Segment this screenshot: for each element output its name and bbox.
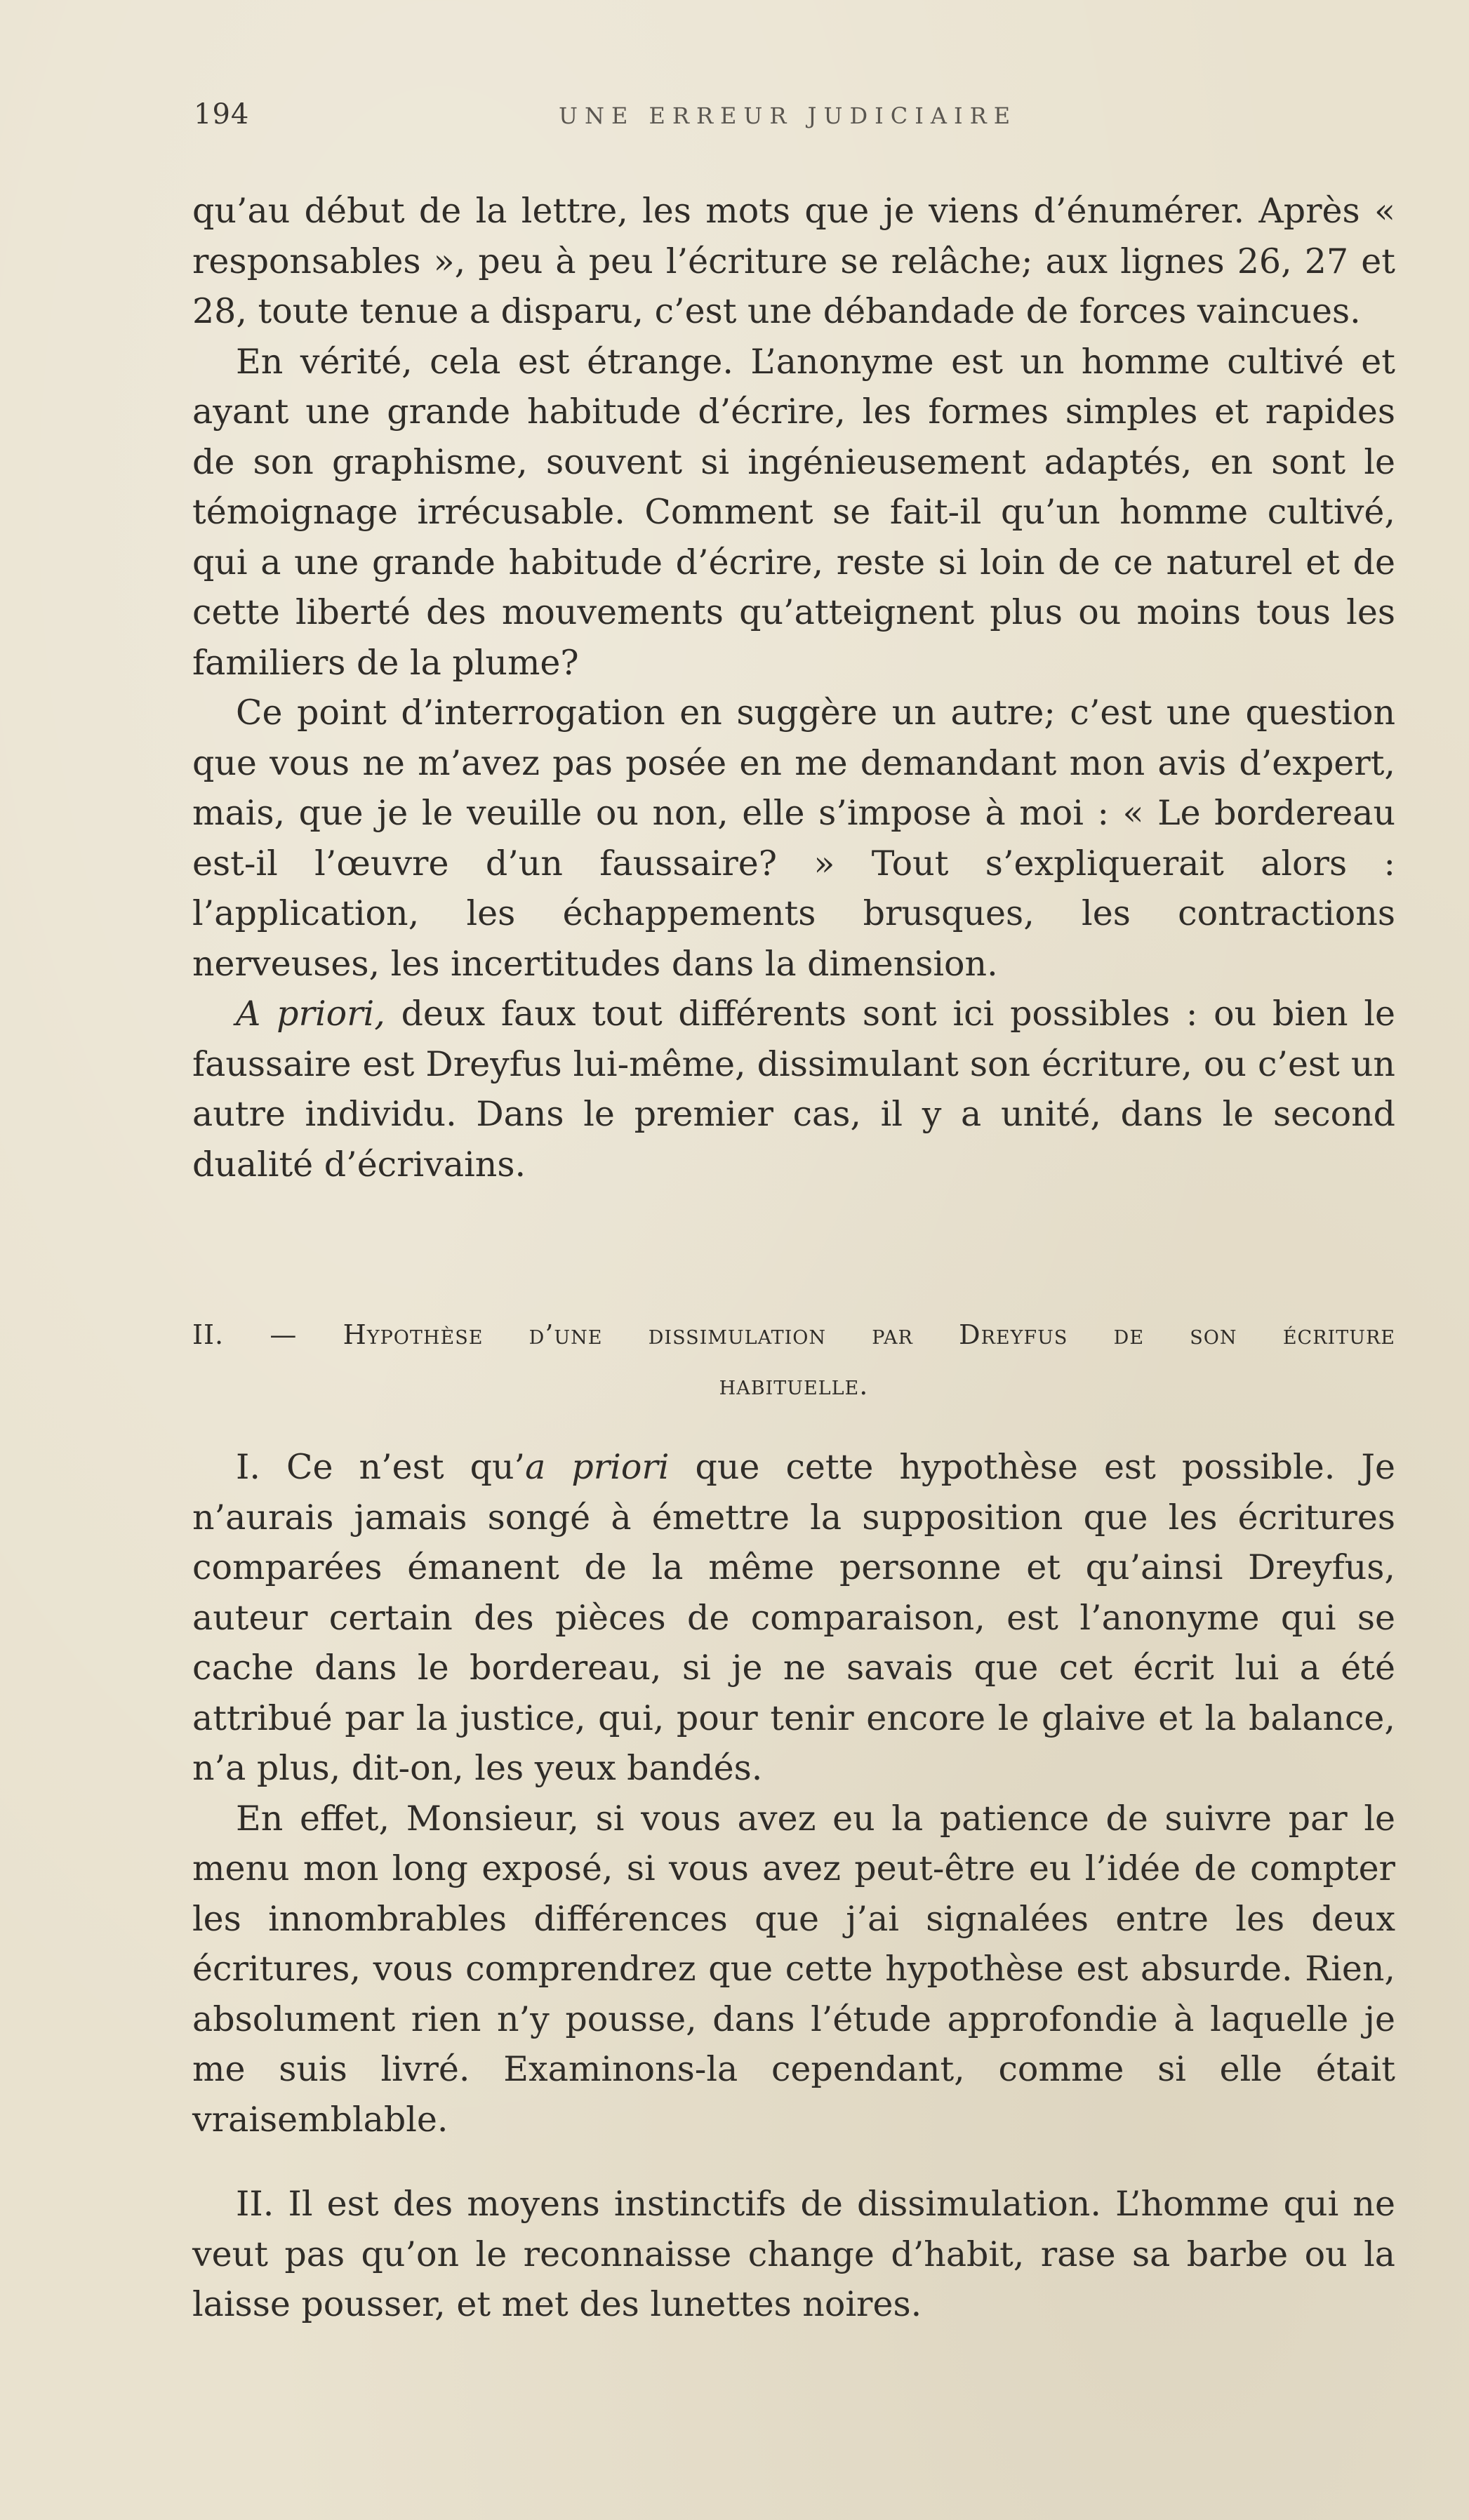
section-heading-line1 [192,1312,1395,1357]
paragraph: qu’au début de la lettre, les mots que je viens d’énumérer. Après « responsables », peu à peu l’écriture se relâche; aux lignes 26, 27 et 28, toute tenue a disparu, c’est une débandade de forces vaincues. [192,191,1395,331]
running-head [194,98,1395,140]
body-text-part2 [192,1442,1395,2145]
paragraph [192,1442,1395,1794]
section-heading [192,1312,1395,1408]
paragraph: II. Il est des moyens instinctifs de dissimulation. L’homme qui ne veut pas qu’on le reconnaisse change d’habit, rase sa barbe ou la laisse pousser, et met des lunettes noires. [192,2184,1395,2324]
paragraph: Ce point d’interrogation en suggère un autre; c’est une question que vous ne m’avez pas posée en me demandant mon avis d’expert, mais, que je le veuille ou non, elle s’impose à moi : « Le bordereau est-il l’œuvre d’un faussaire? » Tout s’expliquerait alors : l’application, les échappements brusques, les contractions nerveuses, les incertitudes dans la dimension. [192,693,1395,984]
paragraph-text: que cette hypothèse est possible. Je n’aurais jamais songé à émettre la supposition que les écritures comparées émanent de la même personne et qu’ainsi Dreyfus, auteur certain des pièces de comparaison, est l’anonyme qui se cache dans le bordereau, si je ne savais que cet écrit lui a été attribué par la justice, qui, pour tenir encore le glaive et la balance, n’a plus, dit-on, les yeux bandés. [192,1447,1395,1788]
section-dash: — [270,1319,298,1350]
page-number: 194 [194,98,250,131]
paragraph [192,989,1395,1189]
section-title: Hypothèse d’une dissimulation par Dreyfus de son écriture [343,1319,1395,1350]
running-title: UNE ERREUR JUDICIAIRE [559,102,1018,129]
body-text-part1 [192,186,1395,1189]
paragraph: En vérité, cela est étrange. L’anonyme est un homme cultivé et ayant une grande habitude d’écrire, les formes simples et rapides de son graphisme, souvent si ingénieusement adaptés, en sont le témoignage irrécusable. Comment se fait-il qu’un homme cultivé, qui a une grande habitude d’écrire, reste si loin de ce naturel et de cette liberté des mouvements qu’atteignent plus ou moins tous les familiers de la plume? [192,341,1395,683]
italic-phrase: a priori [525,1447,670,1487]
body-text-part3 [192,2179,1395,2330]
paragraph: En effet, Monsieur, si vous avez eu la patience de suivre par le menu mon long exposé, si vous avez peut-être eu l’idée de compter les innombrables différences que j’ai signalées entre les deux écritures, vous comprendrez que cette hypothèse est absurde. Rien, absolument rien n’y pousse, dans l’étude approfondie à laquelle je me suis livré. Examinons-la cependant, comme si elle était vraisemblable. [192,1798,1395,2140]
section-title-continued: habituelle. [719,1370,869,1401]
italic-phrase: A priori, [236,994,385,1034]
section-number: II. [192,1319,225,1350]
paragraph-text: deux faux tout différents sont ici possibles : ou bien le faussaire est Dreyfus lui-même, dissimulant son écriture, ou c’est un autre individu. Dans le premier cas, il y a unité, dans le second dualité d’écrivains. [192,994,1395,1185]
paragraph-lead: I. Ce n’est qu’ [236,1447,526,1487]
